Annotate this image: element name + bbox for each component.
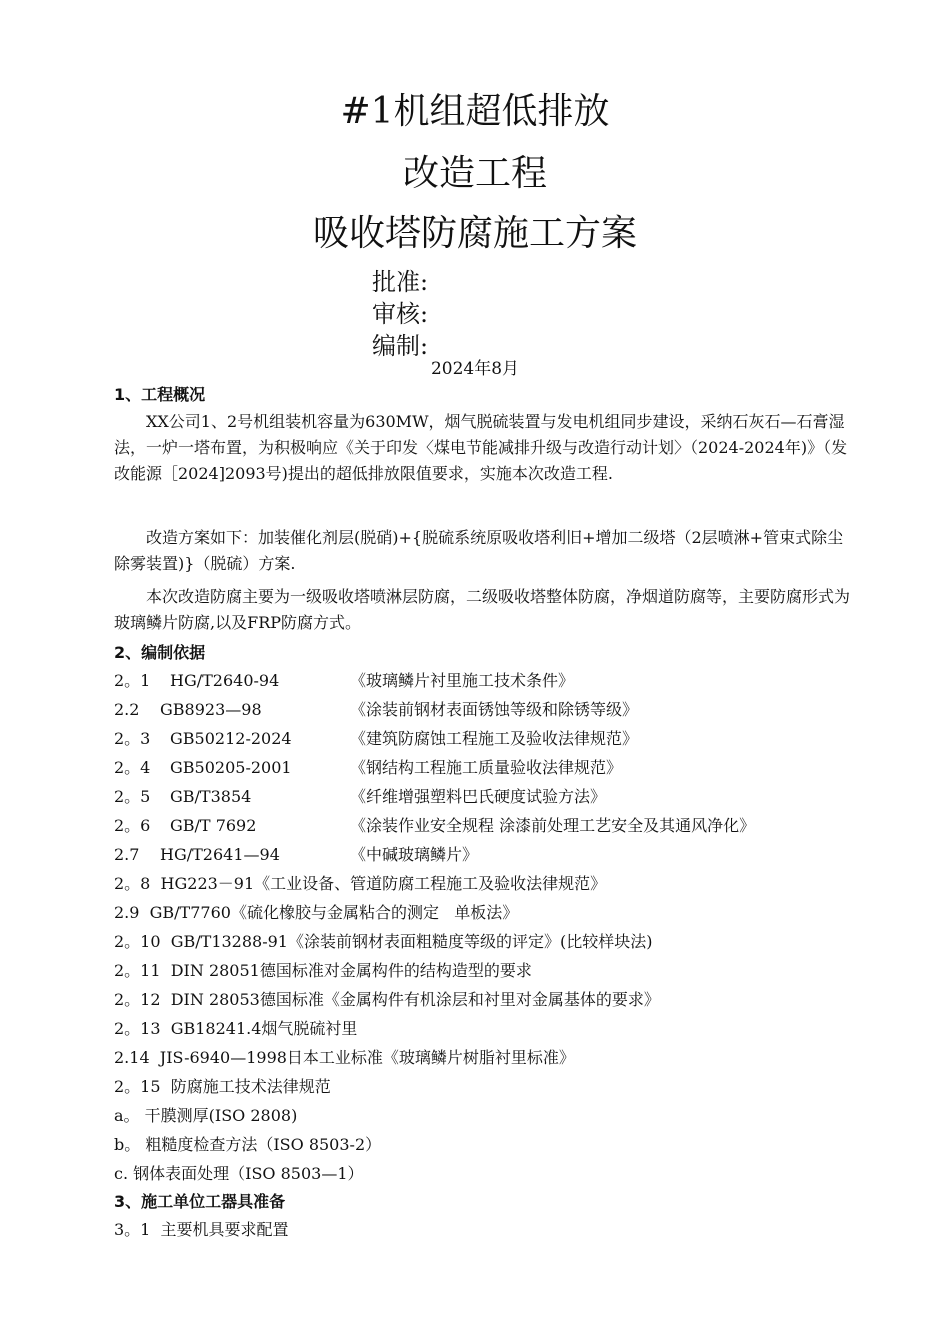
title-line-2: 改造工程 [402, 153, 547, 194]
reference-item [114, 670, 574, 692]
section-1-paragraph-2: 改造方案如下：加装催化剂层(脱硝)+{脱硫系统原吸收塔利旧+增加二级塔（2层喷淋+管束式除尘除雾装置)}（脱硫）方案. [114, 528, 844, 573]
reference-code: GB50212-2024 [170, 729, 292, 748]
reference-number: 2。6 [114, 816, 151, 835]
reference-code: GB/T 7692 [170, 816, 257, 835]
reference-title: 《涂装前钢材表面锈蚀等级和除锈等级》 [350, 700, 639, 719]
document-date: 2024年8月 [430, 359, 520, 379]
review-label: 审核: [372, 300, 429, 328]
reference-number: 2。5 [114, 787, 151, 806]
reference-item [114, 844, 478, 866]
section-3-heading: 3、施工单位工器具准备 [114, 1192, 286, 1211]
reference-item [114, 786, 606, 808]
approve-label: 批准: [372, 268, 429, 296]
reference-item [114, 757, 622, 779]
reference-title: 《建筑防腐蚀工程施工及验收法律规范》 [350, 729, 639, 748]
title-line-1: #1机组超低排放 [340, 91, 610, 132]
reference-code: HG/T2640-94 [170, 671, 280, 690]
reference-code: GB8923—98 [160, 700, 262, 719]
reference-item [114, 815, 755, 837]
section-3-1-title: 3。1 主要机具要求配置 [114, 1220, 289, 1239]
reference-item [114, 699, 638, 721]
section-1-paragraph-1: XX公司1、2号机组装机容量为630MW，烟气脱硫装置与发电机组同步建设，采纳石灰石—石膏湿法，一炉一塔布置，为积极响应《关于印发〈煤电节能减排升级与改造行动计划〉（2024-2024年)》（发改能源［2024]2093号)提出的超低排放限值要求，实施本次改造工程. [114, 412, 848, 483]
reference-number: 2.2 [114, 700, 140, 719]
reference-number: 2.7 [114, 845, 140, 864]
reference-number: 2。3 [114, 729, 151, 748]
reference-item [114, 728, 638, 750]
reference-code: GB/T3854 [170, 787, 252, 806]
reference-line: 2.14 JIS-6940—1998日本工业标准《玻璃鳞片树脂衬里标准》 [114, 1048, 575, 1067]
reference-code: HG/T2641—94 [160, 845, 280, 864]
title-line-3: 吸收塔防腐施工方案 [312, 213, 637, 254]
section-2-heading: 2、编制依据 [114, 643, 206, 662]
reference-line: 2。10 GB/T13288-91《涂装前钢材表面粗糙度等级的评定》(比较样块法) [114, 932, 653, 951]
reference-line: 2。13 GB18241.4烟气脱硫衬里 [114, 1019, 358, 1038]
reference-line: 2。8 HG223－91《工业设备、管道防腐工程施工及验收法律规范》 [114, 874, 607, 893]
reference-title: 《玻璃鳞片衬里施工技术条件》 [350, 671, 575, 690]
section-1-heading: 1、工程概况 [114, 385, 206, 404]
reference-title: 《纤维增强塑料巴氏硬度试验方法》 [350, 787, 607, 806]
section-1-paragraph-3: 本次改造防腐主要为一级吸收塔喷淋层防腐，二级吸收塔整体防腐，净烟道防腐等，主要防腐形式为玻璃鳞片防腐,以及FRP防腐方式。 [114, 587, 851, 632]
reference-number: 2。4 [114, 758, 151, 777]
compile-label: 编制: [372, 332, 429, 360]
reference-line: 2。11 DIN 28051德国标准对金属构件的结构造型的要求 [114, 961, 532, 980]
reference-title: 《中碱玻璃鳞片》 [350, 845, 479, 864]
reference-number: 2。1 [114, 671, 151, 690]
reference-title: 《涂装作业安全规程 涂漆前处理工艺安全及其通风净化》 [350, 816, 756, 835]
reference-line: 2。12 DIN 28053德国标准《金属构件有机涂层和衬里对金属基体的要求》 [114, 990, 660, 1009]
reference-line: c. 钢体表面处理（ISO 8503—1） [114, 1164, 364, 1183]
reference-code: GB50205-2001 [170, 758, 292, 777]
reference-line: 2。15 防腐施工技术法律规范 [114, 1077, 331, 1096]
reference-line: b。 粗糙度检查方法（ISO 8503-2） [114, 1135, 382, 1154]
reference-line: 2.9 GB/T7760《硫化橡胶与金属粘合的测定 单板法》 [114, 903, 519, 922]
reference-line: a。 干膜测厚(ISO 2808) [114, 1106, 298, 1125]
reference-title: 《钢结构工程施工质量验收法律规范》 [350, 758, 623, 777]
